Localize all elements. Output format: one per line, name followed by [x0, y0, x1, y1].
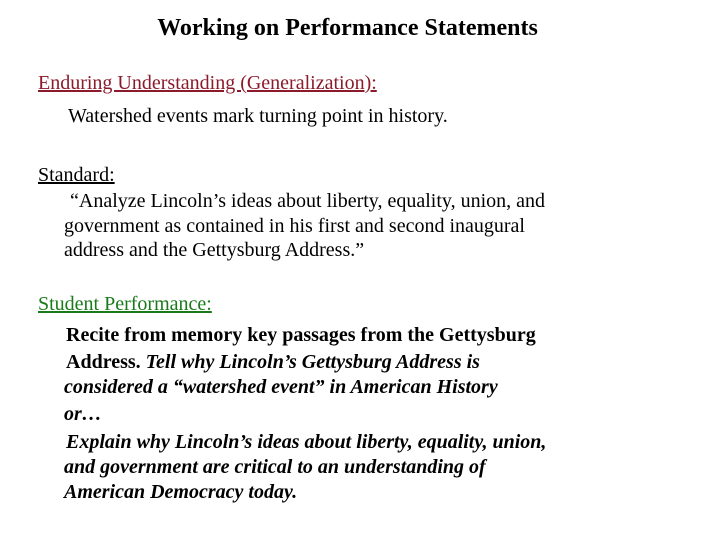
- performance-line-6: and government are critical to an understanding of: [64, 456, 486, 478]
- performance-line-2: [66, 350, 480, 374]
- performance-line-3: considered a “watershed event” in American History: [64, 376, 498, 398]
- page-title: Working on Performance Statements: [157, 15, 538, 41]
- performance-line-2-bold: Address.: [66, 351, 146, 373]
- standard-heading: Standard:: [38, 164, 115, 186]
- enduring-understanding-text: Watershed events mark turning point in history.: [68, 105, 448, 127]
- enduring-understanding-heading: Enduring Understanding (Generalization):: [38, 72, 377, 94]
- standard-line-3: address and the Gettysburg Address.”: [64, 239, 365, 261]
- performance-line-7: American Democracy today.: [64, 481, 298, 503]
- performance-line-5: Explain why Lincoln’s ideas about liberty, equality, union,: [66, 431, 547, 453]
- performance-line-2-italic: Tell why Lincoln’s Gettysburg Address is: [145, 351, 480, 373]
- standard-line-2: government as contained in his first and second inaugural: [64, 215, 525, 237]
- standard-line-1: “Analyze Lincoln’s ideas about liberty, equality, union, and: [70, 190, 546, 212]
- student-performance-heading: Student Performance:: [38, 293, 212, 315]
- performance-line-1: Recite from memory key passages from the Gettysburg: [66, 324, 536, 346]
- performance-line-4: or…: [64, 403, 102, 425]
